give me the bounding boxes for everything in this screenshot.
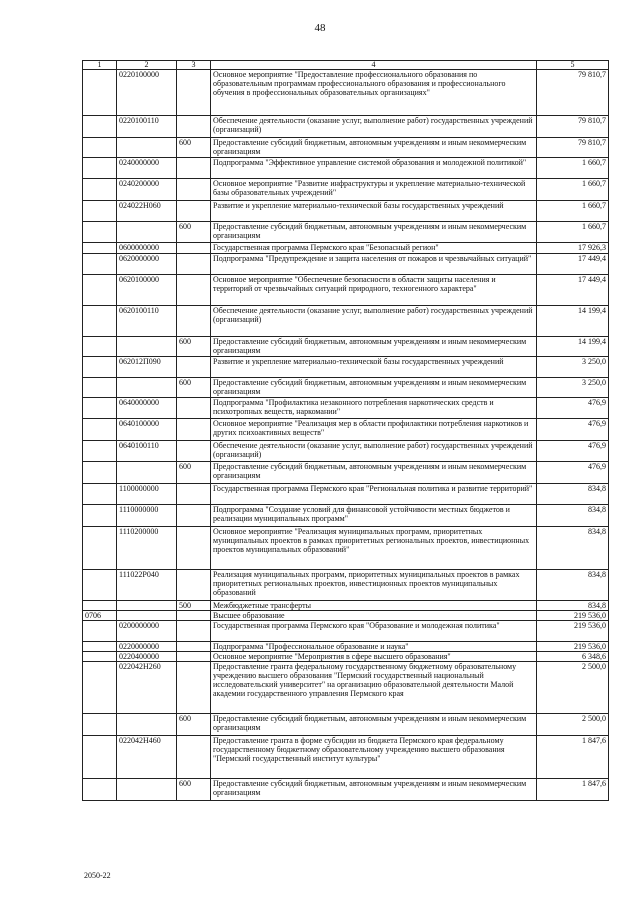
table-row	[83, 419, 609, 441]
section-code-cell	[83, 254, 117, 275]
expense-type-cell: 500	[177, 601, 211, 611]
amount-cell: 834,8	[537, 570, 609, 601]
section-code-cell	[83, 201, 117, 222]
table-row	[83, 398, 609, 419]
expense-type-cell	[177, 275, 211, 306]
description-cell: Предоставление субсидий бюджетным, автономным учреждениям и иным некоммерческим организациям	[211, 222, 537, 243]
description-cell: Обеспечение деятельности (оказание услуг, выполнение работ) государственных учреждений (организаций)	[211, 441, 537, 462]
table-row	[83, 158, 609, 179]
expense-type-cell	[177, 527, 211, 570]
table-row	[83, 642, 609, 652]
table-row	[83, 611, 609, 621]
description-cell: Подпрограмма "Профилактика незаконного потребления наркотических средств и психотропных веществ, наркомании"	[211, 398, 537, 419]
section-code-cell: 0706	[83, 611, 117, 621]
description-cell: Предоставление субсидий бюджетным, автономным учреждениям и иным некоммерческим организациям	[211, 462, 537, 484]
section-code-cell	[83, 736, 117, 779]
table-row	[83, 441, 609, 462]
expense-type-cell: 600	[177, 779, 211, 801]
description-cell: Подпрограмма "Эффективное управление системой образования и молодежной политикой"	[211, 158, 537, 179]
target-article-cell	[117, 714, 177, 736]
target-article-cell: 0220100000	[117, 70, 177, 116]
target-article-cell	[117, 601, 177, 611]
description-cell: Предоставление субсидий бюджетным, автономным учреждениям и иным некоммерческим организациям	[211, 138, 537, 158]
table-row	[83, 243, 609, 254]
expense-type-cell: 600	[177, 462, 211, 484]
expense-type-cell	[177, 116, 211, 138]
section-code-cell	[83, 642, 117, 652]
target-article-cell	[117, 378, 177, 398]
section-code-cell	[83, 337, 117, 357]
amount-cell: 834,8	[537, 484, 609, 505]
description-cell: Государственная программа Пермского края "Региональная политика и развитие территорий"	[211, 484, 537, 505]
expense-type-cell: 600	[177, 138, 211, 158]
section-code-cell	[83, 158, 117, 179]
expense-type-cell	[177, 736, 211, 779]
amount-cell: 1 847,6	[537, 736, 609, 779]
table-row	[83, 505, 609, 527]
table-row	[83, 337, 609, 357]
target-article-cell: 0620100110	[117, 306, 177, 337]
target-article-cell: 0600000000	[117, 243, 177, 254]
section-code-cell	[83, 275, 117, 306]
target-article-cell: 0240200000	[117, 179, 177, 201]
budget-table	[82, 60, 609, 801]
amount-cell: 219 536,0	[537, 642, 609, 652]
target-article-cell: 0620100000	[117, 275, 177, 306]
description-cell: Государственная программа Пермского края "Безопасный регион"	[211, 243, 537, 254]
table-row	[83, 70, 609, 116]
table-row	[83, 779, 609, 801]
table-row	[83, 254, 609, 275]
target-article-cell: 062012П090	[117, 357, 177, 378]
expense-type-cell	[177, 611, 211, 621]
section-code-cell	[83, 527, 117, 570]
amount-cell: 1 660,7	[537, 222, 609, 243]
amount-cell: 3 250,0	[537, 378, 609, 398]
section-code-cell	[83, 70, 117, 116]
description-cell: Основное мероприятие "Реализация мер в области профилактики потребления наркотиков и других психоактивных веществ"	[211, 419, 537, 441]
section-code-cell	[83, 570, 117, 601]
header-cell: 2	[117, 61, 177, 70]
table-row	[83, 601, 609, 611]
expense-type-cell	[177, 201, 211, 222]
description-cell: Основное мероприятие "Предоставление профессионального образования по образовательным программам профессионального образования и профессионального обучения в профессиональных образовательных организациях"	[211, 70, 537, 116]
section-code-cell	[83, 357, 117, 378]
description-cell: Основное мероприятие "Мероприятия в сфере высшего образования"	[211, 652, 537, 662]
description-cell: Государственная программа Пермского края "Образование и молодежная политика"	[211, 621, 537, 642]
table-row	[83, 527, 609, 570]
section-code-cell	[83, 652, 117, 662]
description-cell: Межбюджетные трансферты	[211, 601, 537, 611]
amount-cell: 14 199,4	[537, 306, 609, 337]
amount-cell: 79 810,7	[537, 138, 609, 158]
amount-cell: 2 500,0	[537, 714, 609, 736]
section-code-cell	[83, 621, 117, 642]
section-code-cell	[83, 441, 117, 462]
section-code-cell	[83, 779, 117, 801]
amount-cell: 79 810,7	[537, 116, 609, 138]
amount-cell: 17 926,3	[537, 243, 609, 254]
description-cell: Предоставление гранта федеральному государственному бюджетному образовательному учреждению высшего образования "Пермский государственный национальный исследовательский университет" на организацию образовательной деятельности Малой академии государственного управления Пермского края	[211, 662, 537, 714]
target-article-cell: 0240000000	[117, 158, 177, 179]
expense-type-cell	[177, 441, 211, 462]
target-article-cell: 024022Н060	[117, 201, 177, 222]
table-row	[83, 484, 609, 505]
target-article-cell	[117, 779, 177, 801]
amount-cell: 834,8	[537, 505, 609, 527]
expense-type-cell	[177, 357, 211, 378]
expense-type-cell	[177, 484, 211, 505]
table-row	[83, 714, 609, 736]
description-cell: Реализация муниципальных программ, приоритетных муниципальных проектов в рамках приоритетных региональных проектов, инвестиционных проектов муниципальных образований	[211, 570, 537, 601]
table-row	[83, 138, 609, 158]
section-code-cell	[83, 179, 117, 201]
description-cell: Предоставление субсидий бюджетным, автономным учреждениям и иным некоммерческим организациям	[211, 337, 537, 357]
target-article-cell	[117, 462, 177, 484]
section-code-cell	[83, 601, 117, 611]
amount-cell: 1 847,6	[537, 779, 609, 801]
target-article-cell	[117, 138, 177, 158]
amount-cell: 3 250,0	[537, 357, 609, 378]
table-row	[83, 462, 609, 484]
table-row	[83, 201, 609, 222]
section-code-cell	[83, 462, 117, 484]
page-number: 48	[314, 22, 326, 34]
document-code: 2050-22	[84, 871, 111, 880]
description-cell: Основное мероприятие "Развитие инфраструктуры и укрепление материально-технической базы образовательных учреждений"	[211, 179, 537, 201]
section-code-cell	[83, 714, 117, 736]
table-row	[83, 570, 609, 601]
target-article-cell: 0220400000	[117, 652, 177, 662]
description-cell: Предоставление субсидий бюджетным, автономным учреждениям и иным некоммерческим организациям	[211, 378, 537, 398]
target-article-cell: 0640100110	[117, 441, 177, 462]
target-article-cell: 0640000000	[117, 398, 177, 419]
amount-cell: 1 660,7	[537, 158, 609, 179]
expense-type-cell: 600	[177, 337, 211, 357]
target-article-cell: 0620000000	[117, 254, 177, 275]
section-code-cell	[83, 398, 117, 419]
table-row	[83, 378, 609, 398]
amount-cell: 1 660,7	[537, 201, 609, 222]
expense-type-cell	[177, 621, 211, 642]
expense-type-cell	[177, 419, 211, 441]
header-cell: 3	[177, 61, 211, 70]
expense-type-cell: 600	[177, 714, 211, 736]
table-row	[83, 652, 609, 662]
expense-type-cell	[177, 662, 211, 714]
amount-cell: 2 500,0	[537, 662, 609, 714]
description-cell: Основное мероприятие "Обеспечение безопасности в области защиты населения и территорий от чрезвычайных ситуаций природного, техногенного характера"	[211, 275, 537, 306]
amount-cell: 79 810,7	[537, 70, 609, 116]
section-code-cell	[83, 419, 117, 441]
amount-cell: 17 449,4	[537, 254, 609, 275]
target-article-cell: 0220000000	[117, 642, 177, 652]
description-cell: Развитие и укрепление материально-технической базы государственных учреждений	[211, 357, 537, 378]
header-cell: 5	[537, 61, 609, 70]
section-code-cell	[83, 378, 117, 398]
section-code-cell	[83, 138, 117, 158]
target-article-cell: 1110000000	[117, 505, 177, 527]
expense-type-cell	[177, 505, 211, 527]
expense-type-cell: 600	[177, 222, 211, 243]
table-row	[83, 357, 609, 378]
amount-cell: 476,9	[537, 462, 609, 484]
target-article-cell	[117, 222, 177, 243]
amount-cell: 219 536,0	[537, 611, 609, 621]
target-article-cell: 1110200000	[117, 527, 177, 570]
expense-type-cell	[177, 70, 211, 116]
target-article-cell: 0200000000	[117, 621, 177, 642]
target-article-cell	[117, 611, 177, 621]
description-cell: Развитие и укрепление материально-технической базы государственных учреждений	[211, 201, 537, 222]
description-cell: Обеспечение деятельности (оказание услуг, выполнение работ) государственных учреждений (организаций)	[211, 306, 537, 337]
description-cell: Подпрограмма "Предупреждение и защита населения от пожаров и чрезвычайных ситуаций"	[211, 254, 537, 275]
target-article-cell: 022042Н460	[117, 736, 177, 779]
section-code-cell	[83, 222, 117, 243]
section-code-cell	[83, 306, 117, 337]
expense-type-cell	[177, 306, 211, 337]
description-cell: Предоставление субсидий бюджетным, автономным учреждениям и иным некоммерческим организациям	[211, 779, 537, 801]
table-row	[83, 621, 609, 642]
expense-type-cell	[177, 642, 211, 652]
header-cell: 4	[211, 61, 537, 70]
table-row	[83, 179, 609, 201]
table-row	[83, 306, 609, 337]
amount-cell: 476,9	[537, 441, 609, 462]
description-cell: Подпрограмма "Создание условий для финансовой устойчивости местных бюджетов и реализации муниципальных программ"	[211, 505, 537, 527]
section-code-cell	[83, 505, 117, 527]
expense-type-cell	[177, 179, 211, 201]
target-article-cell	[117, 337, 177, 357]
amount-cell: 834,8	[537, 601, 609, 611]
expense-type-cell	[177, 652, 211, 662]
table-row	[83, 662, 609, 714]
description-cell: Предоставление гранта в форме субсидии из бюджета Пермского края федеральному государственному бюджетному образовательному учреждению высшего образования "Пермский государственный институт культуры"	[211, 736, 537, 779]
description-cell: Обеспечение деятельности (оказание услуг, выполнение работ) государственных учреждений (организаций)	[211, 116, 537, 138]
amount-cell: 476,9	[537, 398, 609, 419]
description-cell: Основное мероприятие "Реализация муниципальных программ, приоритетных муниципальных проектов в рамках приоритетных региональных проектов, инвестиционных проектов муниципальных образований"	[211, 527, 537, 570]
description-cell: Высшее образование	[211, 611, 537, 621]
header-cell: 1	[83, 61, 117, 70]
description-cell: Подпрограмма "Профессиональное образование и наука"	[211, 642, 537, 652]
target-article-cell: 022042Н260	[117, 662, 177, 714]
target-article-cell: 0220100110	[117, 116, 177, 138]
section-code-cell	[83, 243, 117, 254]
table-row	[83, 222, 609, 243]
amount-cell: 834,8	[537, 527, 609, 570]
table-header-row	[83, 61, 609, 70]
amount-cell: 14 199,4	[537, 337, 609, 357]
expense-type-cell	[177, 254, 211, 275]
section-code-cell	[83, 662, 117, 714]
amount-cell: 219 536,0	[537, 621, 609, 642]
target-article-cell: 0640100000	[117, 419, 177, 441]
expense-type-cell	[177, 243, 211, 254]
expense-type-cell	[177, 398, 211, 419]
section-code-cell	[83, 116, 117, 138]
table-row	[83, 275, 609, 306]
target-article-cell: 111022Р040	[117, 570, 177, 601]
table-row	[83, 116, 609, 138]
expense-type-cell: 600	[177, 378, 211, 398]
table-row	[83, 736, 609, 779]
target-article-cell: 1100000000	[117, 484, 177, 505]
amount-cell: 6 348,6	[537, 652, 609, 662]
amount-cell: 1 660,7	[537, 179, 609, 201]
description-cell: Предоставление субсидий бюджетным, автономным учреждениям и иным некоммерческим организациям	[211, 714, 537, 736]
expense-type-cell	[177, 570, 211, 601]
expense-type-cell	[177, 158, 211, 179]
section-code-cell	[83, 484, 117, 505]
amount-cell: 17 449,4	[537, 275, 609, 306]
amount-cell: 476,9	[537, 419, 609, 441]
